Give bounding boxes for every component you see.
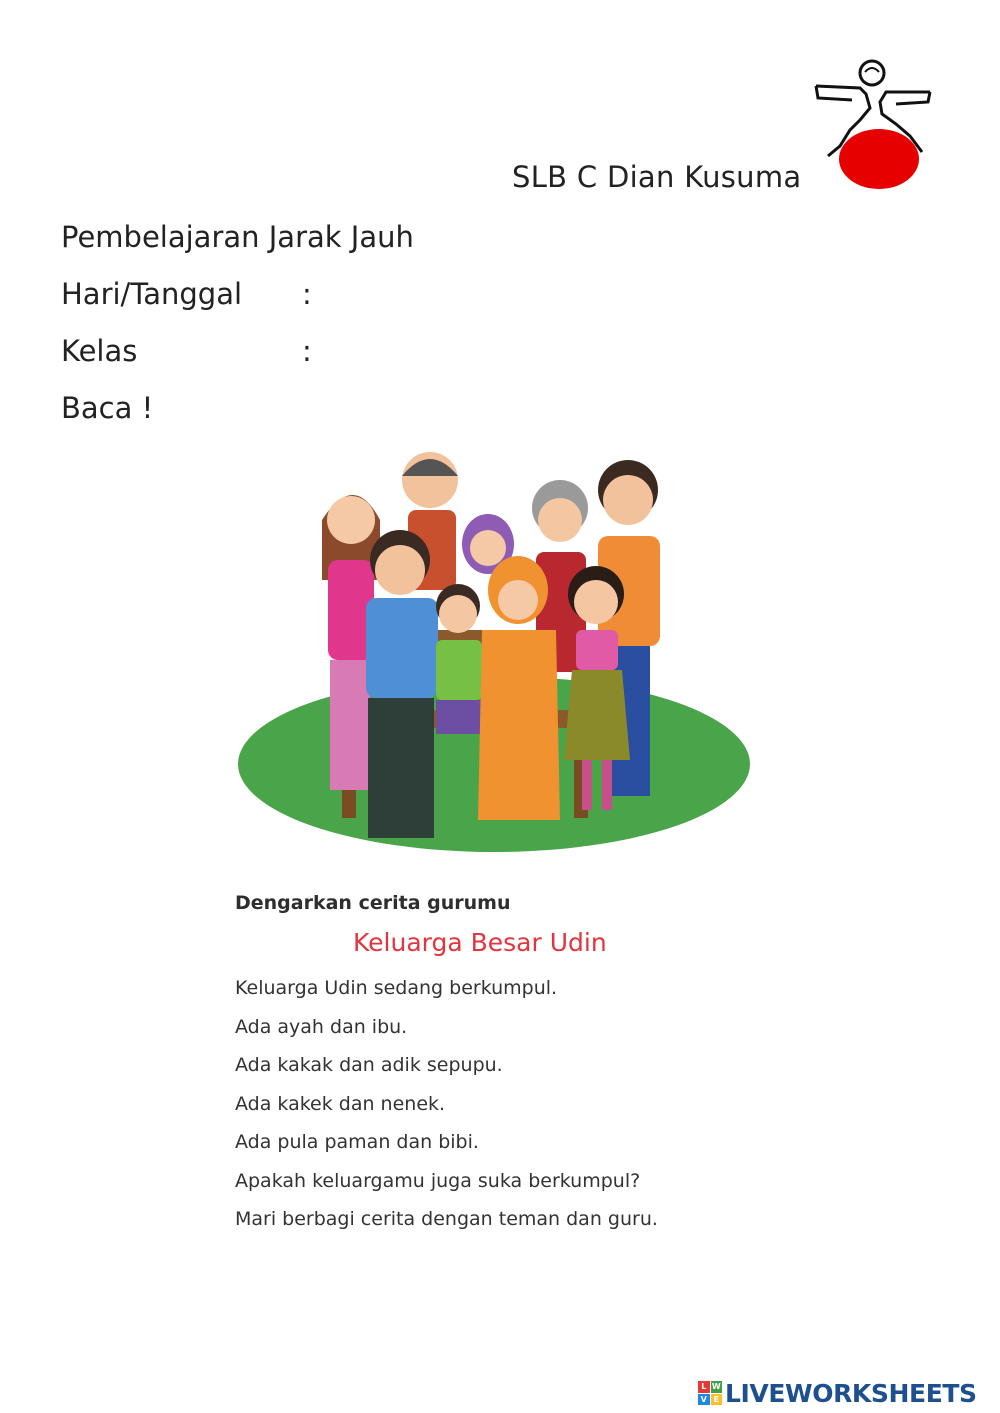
story-sentence: Ada pula paman dan bibi. — [235, 1131, 479, 1153]
story-sentence: Mari berbagi cerita dengan teman dan guru. — [235, 1208, 658, 1230]
date-label: Hari/Tanggal — [61, 277, 243, 311]
badge-letter: V — [698, 1394, 710, 1406]
logo-ball — [839, 129, 919, 189]
story-sentence: Ada ayah dan ibu. — [235, 1015, 408, 1038]
instruction: Baca ! — [61, 391, 154, 425]
liveworksheets-watermark — [698, 1376, 977, 1410]
class-label: Kelas — [61, 334, 138, 368]
logo-head — [860, 61, 884, 85]
badge-letter: E — [711, 1394, 723, 1406]
liveworksheets-badge-icon — [698, 1381, 722, 1405]
story-sentence: Keluarga Udin sedang berkumpul. — [235, 977, 558, 999]
subtitle: Pembelajaran Jarak Jauh — [61, 220, 414, 254]
badge-letter: L — [698, 1381, 710, 1393]
badge-letter: W — [711, 1382, 721, 1391]
story-sentence: Ada kakek dan nenek. — [235, 1092, 446, 1115]
school-logo — [810, 58, 940, 196]
date-colon: : — [302, 277, 312, 311]
figure-udin — [436, 584, 482, 734]
school-name: SLB C Dian Kusuma — [512, 160, 802, 194]
class-colon: : — [302, 334, 312, 368]
story-sentence: Apakah keluargamu juga suka berkumpul? — [235, 1169, 641, 1192]
story-section — [235, 892, 658, 1239]
family-illustration — [230, 440, 760, 870]
story-lead: Dengarkan cerita gurumu — [235, 892, 511, 914]
story-sentence: Ada kakak dan adik sepupu. — [235, 1054, 503, 1076]
story-title: Keluarga Besar Udin — [353, 928, 607, 957]
liveworksheets-text: LIVEWORKSHEETS — [725, 1378, 977, 1408]
